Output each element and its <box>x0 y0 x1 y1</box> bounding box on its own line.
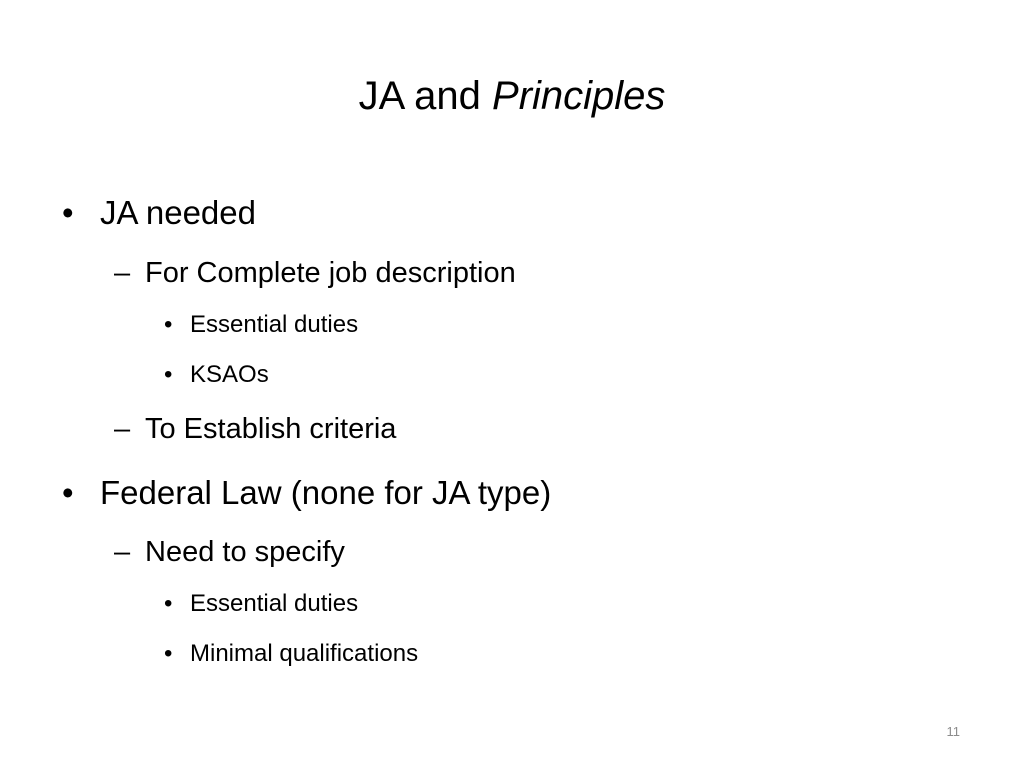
bullet-marker: • <box>164 640 173 667</box>
bullet-item-level-2 <box>114 255 516 291</box>
bullet-text: Federal Law (none for JA type) <box>100 474 552 511</box>
bullet-text: Need to specify <box>145 536 345 568</box>
page-number: 11 <box>946 724 960 739</box>
bullet-text: KSAOs <box>190 361 269 388</box>
bullet-text: Essential duties <box>190 311 359 338</box>
slide-title-italic: Principles <box>492 74 666 118</box>
slide-title-plain: JA and <box>358 74 493 118</box>
bullet-marker: • <box>164 590 173 617</box>
bullet-item-level-2 <box>114 411 396 447</box>
bullet-marker: • <box>62 474 74 511</box>
bullet-item-level-3 <box>164 589 358 619</box>
bullet-text: Minimal qualifications <box>190 640 419 667</box>
bullet-marker: • <box>164 311 173 338</box>
bullet-item-level-1 <box>62 473 551 513</box>
bullet-item-level-1 <box>62 193 256 233</box>
dash-marker: – <box>114 257 131 289</box>
bullet-item-level-3 <box>164 310 358 340</box>
bullet-text: Essential duties <box>190 590 359 617</box>
bullet-item-level-2 <box>114 534 345 570</box>
bullet-text: To Establish criteria <box>145 413 397 445</box>
bullet-marker: • <box>62 194 74 231</box>
dash-marker: – <box>114 413 131 445</box>
bullet-item-level-3 <box>164 360 269 390</box>
bullet-marker: • <box>164 361 173 388</box>
dash-marker: – <box>114 536 131 568</box>
bullet-item-level-3 <box>164 639 418 669</box>
bullet-text: For Complete job description <box>145 257 516 289</box>
bullet-text: JA needed <box>100 194 256 231</box>
